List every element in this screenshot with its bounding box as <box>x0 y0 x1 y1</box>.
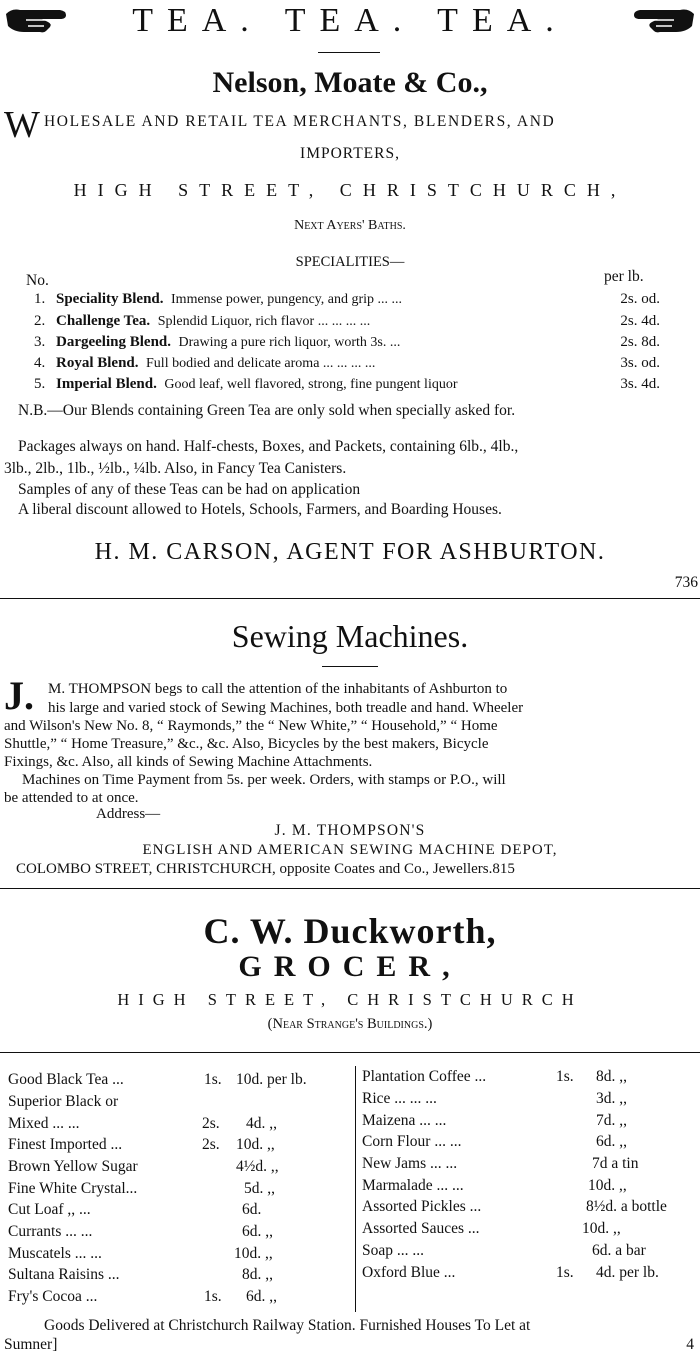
column-per-lb: per lb. <box>604 268 644 285</box>
sewing-text: his large and varied stock of Sewing Machines, both treadle and hand. Wheeler <box>48 700 524 716</box>
tea-item: 2. Challenge Tea. Splendid Liquor, rich flavor ... ... ... ... 2s. 4d. <box>34 313 660 329</box>
sewing-text: Machines on Time Payment from 5s. per week. Orders, with stamps or P.O., will <box>22 772 506 788</box>
agent-line: H. M. CARSON, AGENT FOR ASHBURTON. <box>94 539 606 565</box>
sewing-text: Shuttle,” “ Home Treasure,” &c., &c. Also, Bicycles by the best makers, Bicycle <box>4 736 489 752</box>
ad-number: 815 <box>492 861 515 877</box>
grocer-location: (Near Strange's Buildings.) <box>267 1016 433 1032</box>
sewing-text: Fixings, &c. Also, all kinds of Sewing Machine Attachments. <box>4 754 373 770</box>
address-label: Address— <box>96 806 161 822</box>
grocer-name: C. W. Duckworth, <box>203 911 497 951</box>
street-address: HIGH STREET, CHRISTCHURCH, <box>73 180 627 200</box>
firm-name: Nelson, Moate & Co., <box>212 66 488 99</box>
tagline: HOLESALE AND RETAIL TEA MERCHANTS, BLENDERS, AND <box>44 113 556 130</box>
sewing-text: M. THOMPSON begs to call the attention of the inhabitants of Ashburton to <box>48 681 508 697</box>
grocer-item: Finest Imported ... 2s. 10d. ,, <box>8 1136 275 1153</box>
discount-line: A liberal discount allowed to Hotels, Schools, Farmers, and Boarding Houses. <box>18 501 502 518</box>
grocer-item: Good Black Tea ... 1s. 10d. per lb. <box>8 1071 307 1088</box>
grocer-item: Soap ... ... 6d. a bar <box>362 1242 646 1259</box>
samples-line: Samples of any of these Teas can be had on application <box>18 481 361 498</box>
column-no: No. <box>26 272 49 289</box>
grocer-item: Muscatels ... ... 10d. ,, <box>8 1245 273 1262</box>
tea-item: 3. Dargeeling Blend. Drawing a pure rich liquor, worth 3s. ... 2s. 8d. <box>34 334 660 350</box>
column-divider <box>355 1066 356 1312</box>
sewing-title: Sewing Machines. <box>231 618 469 654</box>
ad-number: 4 <box>686 1336 694 1353</box>
tagline-importers: IMPORTERS, <box>300 145 400 162</box>
grocer-item: Currants ... ... 6d. ,, <box>8 1223 273 1240</box>
drop-cap: W <box>4 104 40 146</box>
grocer-trade: GROCER, <box>238 950 462 983</box>
address-depot: ENGLISH AND AMERICAN SEWING MACHINE DEPOT, <box>142 842 558 858</box>
sewing-text: and Wilson's New No. 8, “ Raymonds,” the “ New White,” “ Household,” “ Home <box>4 718 498 734</box>
grocer-item: Fry's Cocoa ... 1s. 6d. ,, <box>8 1288 277 1305</box>
grocer-item: Maizena ... ... 7d. ,, <box>362 1112 627 1129</box>
grocer-street: HIGH STREET, CHRISTCHURCH <box>117 990 583 1009</box>
specialities-heading: SPECIALITIES— <box>295 254 405 270</box>
grocer-item: Brown Yellow Sugar 4½d. ,, <box>8 1158 279 1175</box>
tea-item: 1. Speciality Blend. Immense power, pungency, and grip ... ... 2s. od. <box>34 291 660 307</box>
sewing-text: be attended to at once. <box>4 790 139 806</box>
drop-cap: J. <box>4 673 34 718</box>
grocer-item: Rice ... ... ... 3d. ,, <box>362 1090 627 1107</box>
tea-header: TEA. TEA. TEA. <box>132 2 568 39</box>
grocer-item: Mixed ... ... 2s. 4d. ,, <box>8 1115 277 1132</box>
ad-number: 736 <box>674 574 698 591</box>
grocer-item: Plantation Coffee ... 1s. 8d. ,, <box>362 1068 627 1085</box>
location-note: Next Ayers' Baths. <box>294 218 406 233</box>
price-list-top-rule <box>0 1052 700 1053</box>
grocer-footer: Goods Delivered at Christchurch Railway Station. Furnished Houses To Let at <box>44 1317 531 1334</box>
grocer-item: Oxford Blue ... 1s. 4d. per lb. <box>362 1264 659 1281</box>
nb-note: N.B.—Our Blends containing Green Tea are only sold when specially asked for. <box>18 402 516 419</box>
grocer-item: Sultana Raisins ... 8d. ,, <box>8 1266 273 1283</box>
section-divider <box>0 598 700 599</box>
grocer-item: Fine White Crystal... 5d. ,, <box>8 1180 275 1197</box>
grocer-item: Cut Loaf ,, ... 6d. <box>8 1201 262 1218</box>
section-divider <box>0 888 700 889</box>
divider <box>318 52 380 53</box>
address-street: COLOMBO STREET, CHRISTCHURCH, opposite Coates and Co., Jewellers.815 <box>16 861 515 877</box>
tea-item: 5. Imperial Blend. Good leaf, well flavored, strong, fine pungent liquor 3s. 4d. <box>34 376 660 392</box>
grocer-item: Corn Flour ... ... 6d. ,, <box>362 1133 627 1150</box>
packages-sizes: 3lb., 2lb., 1lb., ½lb., ¼lb. Also, in Fancy Tea Canisters. <box>4 460 347 477</box>
packages-line: Packages always on hand. Half-chests, Boxes, and Packets, containing 6lb., 4lb., <box>18 438 519 455</box>
divider <box>322 666 378 667</box>
tea-item: 4. Royal Blend. Full bodied and delicate aroma ... ... ... ... 3s. od. <box>34 355 660 371</box>
address-name: J. M. THOMPSON'S <box>274 822 426 839</box>
grocer-item: Superior Black or <box>8 1093 119 1110</box>
grocer-footer-location: Sumner] <box>4 1336 58 1353</box>
grocer-item: Assorted Sauces ... 10d. ,, <box>362 1220 621 1237</box>
grocer-item: Assorted Pickles ... 8½d. a bottle <box>362 1198 667 1215</box>
grocer-item: Marmalade ... ... 10d. ,, <box>362 1177 627 1194</box>
grocer-item: New Jams ... ... 7d a tin <box>362 1155 639 1172</box>
